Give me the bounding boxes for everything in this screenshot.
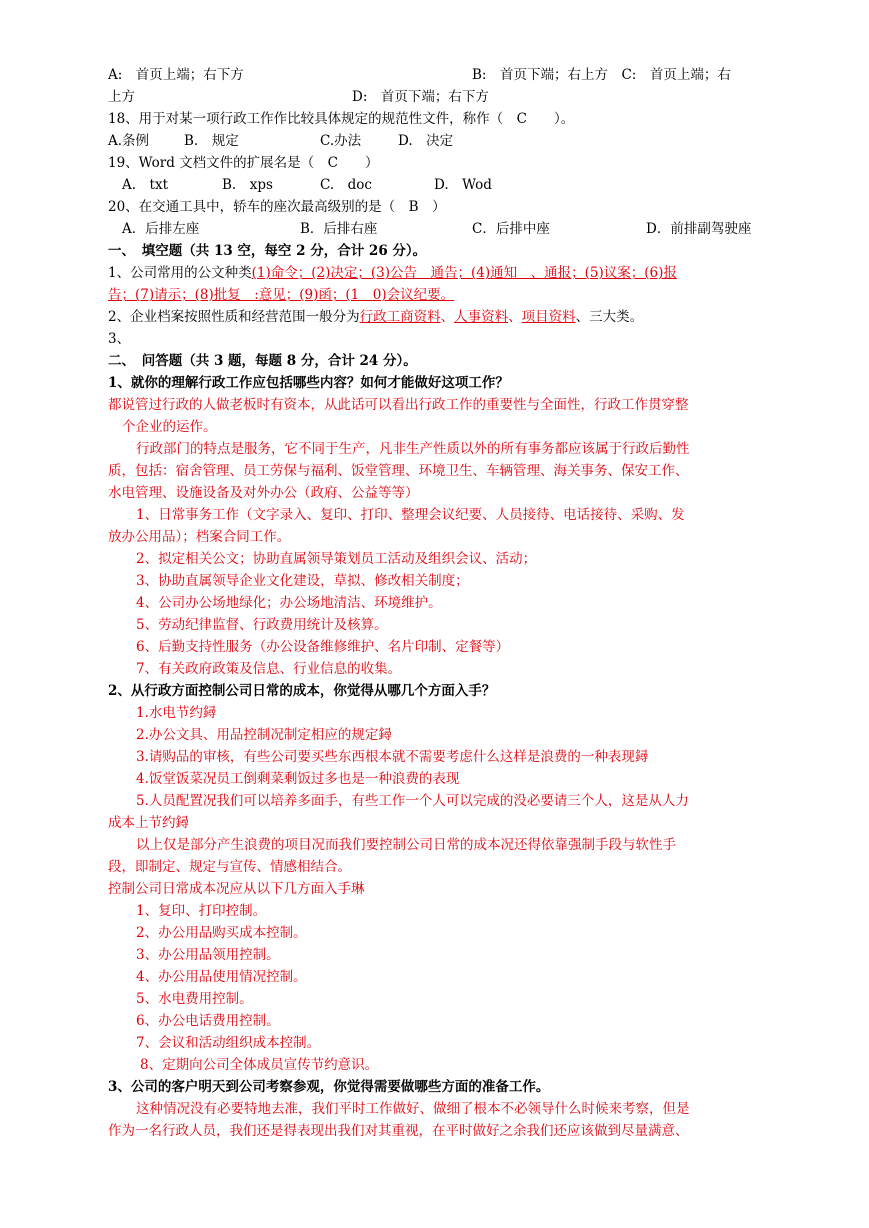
- q19-text: 19、Word 文档文件的扩展名是（ C ）: [108, 155, 379, 171]
- fill-q3-line: 3、: [108, 331, 131, 347]
- qa-q1-answer-line: 都说管过行政的人做老板时有资本，从此话可以看出行政工作的重要性与全面性，行政工作贯穿整: [108, 397, 689, 413]
- qa-q3-title: 3、公司的客户明天到公司考察参观，你觉得需要做哪些方面的准备工作。: [108, 1079, 550, 1095]
- q17-option-c-cont: 上方: [108, 89, 135, 105]
- q20-text: 20、在交通工具中，轿车的座次最高级别的是（ B ）: [108, 199, 446, 215]
- q19-option-a: A. txt: [122, 177, 169, 193]
- q20-option-b: B．后排右座: [300, 221, 378, 237]
- qa-q2-answer-line: 1.水电节约鐞: [136, 705, 217, 721]
- q18-option-d: D. 决定: [398, 133, 454, 149]
- fill-q2-answer-1: 行政工商资料: [359, 309, 441, 325]
- qa-q2-answer-line: 控制公司日常成本况应从以下几方面入手琳: [108, 881, 365, 897]
- qa-q2-answer-line: 8、定期向公司全体成员宣传节约意识。: [140, 1057, 379, 1073]
- qa-q1-answer-line: 质，包括：宿舍管理、员工劳保与福利、饭堂管理、环境卫生、车辆管理、海关事务、保安工作、: [108, 463, 689, 479]
- qa-q1-answer-line: 水电管理、设施设备及对外办公（政府、公益等等）: [108, 485, 419, 501]
- qa-q1-answer-line: 放办公用品）；档案合同工作。: [108, 529, 291, 545]
- qa-q2-answer-line: 成本上节约鐞: [108, 815, 189, 831]
- fill-q1-answer-part2: 告；(7)请示；(8)批复 :意见；(9)函；(1 0)会议纪要。: [108, 287, 455, 303]
- q19-option-c: C. doc: [320, 177, 372, 193]
- q20-option-d: D．前排副驾驶座: [646, 221, 752, 237]
- q20-option-c: C．后排中座: [472, 221, 550, 237]
- qa-q1-answer-line: 7、有关政府政策及信息、行业信息的收集。: [136, 661, 402, 677]
- qa-q2-answer-line: 3.请购品的审核，有些公司要买些东西根本就不需要考虑什么这样是浪费的一种表现鐞: [136, 749, 649, 765]
- q18-option-c: C.办法: [320, 133, 362, 149]
- qa-section-heading: 二、 问答题（共 3 题，每题 8 分，合计 24 分）。: [108, 353, 417, 369]
- q18-option-b: B. 规定: [184, 133, 239, 149]
- fill-q2-separator-2: 、: [508, 309, 522, 325]
- qa-q1-answer-line: 1、日常事务工作（文字录入、复印、打印、整理会议纪要、人员接待、电话接待、采购、发: [136, 507, 685, 523]
- qa-q1-answer-line: 3、协助直属领导企业文化建设，草拟、修改相关制度；: [136, 573, 469, 589]
- qa-q2-answer-line: 7、会议和活动组织成本控制。: [136, 1035, 321, 1051]
- qa-q2-answer-line: 1、复印、打印控制。: [136, 903, 267, 919]
- fill-q2-answer-3: 项目资料: [521, 309, 576, 325]
- qa-q1-title: 1、就你的理解行政工作应包括哪些内容？如何才能做好这项工作？: [108, 375, 509, 391]
- fill-q1-prefix: 1、公司常用的公文种类: [108, 265, 252, 281]
- fill-q2-suffix: 、三大类。: [575, 309, 644, 325]
- qa-q2-answer-line: 4.饭堂饭菜况员工倒剩菜剩饭过多也是一种浪费的表现: [136, 771, 460, 787]
- q18-text: 18、用于对某一项行政工作作比较具体规定的规范性文件，称作（ C ）。: [108, 111, 575, 127]
- qa-q2-answer-line: 4、办公用品使用情况控制。: [136, 969, 307, 985]
- fill-q2-answer-2: 人事资料: [454, 309, 509, 325]
- qa-q1-answer-line: 6、后勤支持性服务（办公设备维修维护、名片印制、定餐等）: [136, 639, 510, 655]
- fill-q1-answer-part1: (1)命令；(2)决定；(3)公告 通告；(4)通知 、通报；(5)议案；(6)报: [251, 265, 677, 281]
- qa-q1-answer-line: 4、公司办公场地绿化；办公场地清洁、环境维护。: [136, 595, 442, 611]
- qa-q2-answer-line: 6、办公电话费用控制。: [136, 1013, 280, 1029]
- q19-option-b: B. xps: [222, 177, 273, 193]
- q17-option-bc: B: 首页下端；右上方 C: 首页上端；右: [472, 67, 731, 83]
- qa-q1-answer-line: 2、拟定相关公文；协助直属领导策划员工活动及组织会议、活动；: [136, 551, 537, 567]
- q19-option-d: D. Wod: [434, 177, 492, 193]
- qa-q2-title: 2、从行政方面控制公司日常的成本，你觉得从哪几个方面入手？: [108, 683, 496, 699]
- qa-q2-answer-line: 以上仅是部分产生浪费的项目况而我们要控制公司日常的成本况还得依靠强制手段与软性手: [136, 837, 676, 853]
- qa-q2-answer-line: 3、办公用品领用控制。: [136, 947, 280, 963]
- qa-q2-answer-line: 2、办公用品购买成本控制。: [136, 925, 307, 941]
- qa-q2-answer-line: 段，即制定、规定与宣传、情感相结合。: [108, 859, 351, 875]
- fill-q1-line1: [108, 262, 677, 284]
- q20-option-a: A．后排左座: [122, 221, 200, 237]
- fill-q2-prefix: 2、企业档案按照性质和经营范围一般分为: [108, 309, 360, 325]
- qa-q2-answer-line: 5.人员配置况我们可以培养多面手，有些工作一个人可以完成的没必要请三个人，这是从人力: [136, 793, 689, 809]
- fill-q2-separator-1: 、: [440, 309, 455, 325]
- q18-option-a: A.条例: [108, 133, 150, 149]
- qa-q2-answer-line: 2.办公文具、用品控制况制定相应的规定鐞: [136, 727, 392, 743]
- fill-section-heading: 一、 填空题（共 13 空，每空 2 分，合计 26 分）。: [108, 243, 427, 259]
- qa-q1-answer-line: 个企业的运作。: [122, 419, 217, 435]
- qa-q2-answer-line: 5、水电费用控制。: [136, 991, 253, 1007]
- q17-option-a: A: 首页上端；右下方: [108, 67, 244, 83]
- qa-q3-answer-line: 作为一名行政人员，我们还是得表现出我们对其重视，在平时做好之余我们还应该做到尽量满意、: [108, 1123, 689, 1139]
- fill-q2-line: [108, 306, 643, 328]
- qa-q1-answer-line: 行政部门的特点是服务，它不同于生产，凡非生产性质以外的所有事务都应该属于行政后勤性: [136, 441, 690, 457]
- qa-q1-answer-line: 5、劳动纪律监督、行政费用统计及核算。: [136, 617, 388, 633]
- qa-q3-answer-line: 这种情况没有必要特地去准，我们平时工作做好、做细了根本不必领导什么时候来考察，但是: [136, 1101, 690, 1117]
- q17-option-d: D: 首页下端；右下方: [352, 89, 489, 105]
